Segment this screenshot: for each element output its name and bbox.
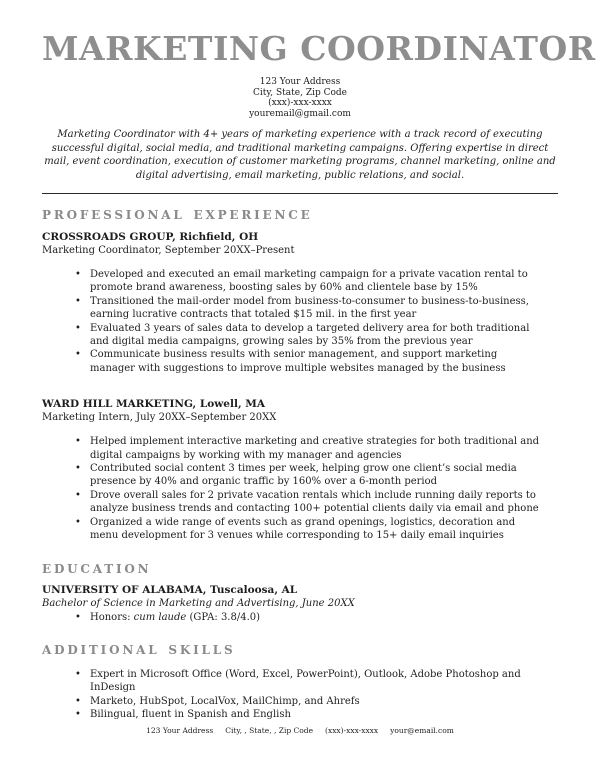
job-company: CROSSROADS GROUP, Richfield, OH <box>42 231 259 243</box>
footer-city: City, , State, , Zip Code <box>225 726 314 735</box>
header-divider <box>42 193 558 194</box>
education-degree: Bachelor of Science in Marketing and Advertising, June 20XX <box>42 597 355 609</box>
section-heading-experience: PROFESSIONAL EXPERIENCE <box>42 208 313 222</box>
footer-address: 123 Your Address <box>146 726 214 735</box>
job-bullet: • Evaluated 3 years of sales data to develop a targeted delivery area for both traditional and digital media campaigns, growing sales by 35% from the previous year <box>90 322 545 349</box>
job-role-dates: Marketing Coordinator, September 20XX–Present <box>42 245 295 256</box>
honors-latin: cum laude <box>133 611 187 623</box>
job-bullet: • Organized a wide range of events such as grand openings, logistics, decoration and menu development for 3 venues while corresponding to 15+ daily email inquiries <box>90 516 545 543</box>
job-bullet: • Developed and executed an email marketing campaign for a private vacation rental to promote brand awareness, boosting sales by 60% and clientele base by 15% <box>90 268 545 295</box>
job-entry-wardhill <box>42 398 558 542</box>
contact-email-line: youremail@gmail.com <box>249 108 351 119</box>
skills-bullet-list <box>42 668 558 722</box>
contact-phone-line: (xxx)-xxx-xxxx <box>268 98 332 108</box>
job-company: WARD HILL MARKETING, Lowell, MA <box>42 398 266 411</box>
skill-bullet: • Expert in Microsoft Office (Word, Excel, PowerPoint), Outlook, Adobe Photoshop and InDesign <box>90 668 545 695</box>
job-bullet: • Helped implement interactive marketing and creative strategies for both traditional and digital campaigns by working with my manager and agencies <box>90 435 545 462</box>
skill-bullet: • Bilingual, fluent in Spanish and English <box>90 708 545 721</box>
footer-email: your@email.com <box>390 726 454 735</box>
education-bullet-list <box>42 611 558 624</box>
job-role-dates: Marketing Intern, July 20XX–September 20XX <box>42 412 277 424</box>
education-entry <box>42 584 558 624</box>
contact-address-line: 123 Your Address <box>259 77 341 87</box>
job-entry-crossroads <box>42 231 558 375</box>
job-bullet: • Contributed social content 3 times per week, helping grow one client’s social media presence by 40% and organic traffic by 160% over a 6-month period <box>90 462 545 489</box>
section-heading-education: EDUCATION <box>42 561 152 576</box>
education-honors-bullet <box>90 611 545 624</box>
footer-phone: (xxx)-xxx-xxxx <box>325 726 379 735</box>
job-bullet: • Drove overall sales for 2 private vacation rentals which include running daily reports to analyze business trends and contacting 100+ potential clients daily via email and phone <box>90 489 545 516</box>
job-bullet: • Transitioned the mail-order model from business-to-consumer to business-to-business, earning lucrative contracts that totaled $15 mil. in the first year <box>90 295 545 322</box>
job-bullet-list <box>42 435 558 542</box>
page-footer <box>0 726 600 735</box>
skill-bullet: • Marketo, HubSpot, LocalVox, MailChimp, and Ahrefs <box>90 695 545 708</box>
contact-block <box>42 77 558 119</box>
summary-paragraph: Marketing Coordinator with 4+ years of marketing experience with a track record of executing successful digital, social media, and traditional marketing campaigns. Offering expertise in direct mail, event coordination, execution of customer marketing programs, channel marketing, online and digital advertising, email marketing, public relations, and social. <box>44 129 556 181</box>
contact-city-line: City, State, Zip Code <box>253 87 347 98</box>
job-bullet-list <box>42 268 558 375</box>
job-bullet: • Communicate business results with senior management, and support marketing manager with suggestions to improve multiple websites managed by the business <box>90 348 545 375</box>
section-heading-skills: ADDITIONAL SKILLS <box>42 642 236 657</box>
education-school: UNIVERSITY OF ALABAMA, Tuscaloosa, AL <box>42 583 298 596</box>
resume-title: MARKETING COORDINATOR <box>42 29 596 68</box>
honors-prefix: Honors: <box>90 611 134 623</box>
honors-gpa: (GPA: 3.8/4.0) <box>186 611 261 623</box>
